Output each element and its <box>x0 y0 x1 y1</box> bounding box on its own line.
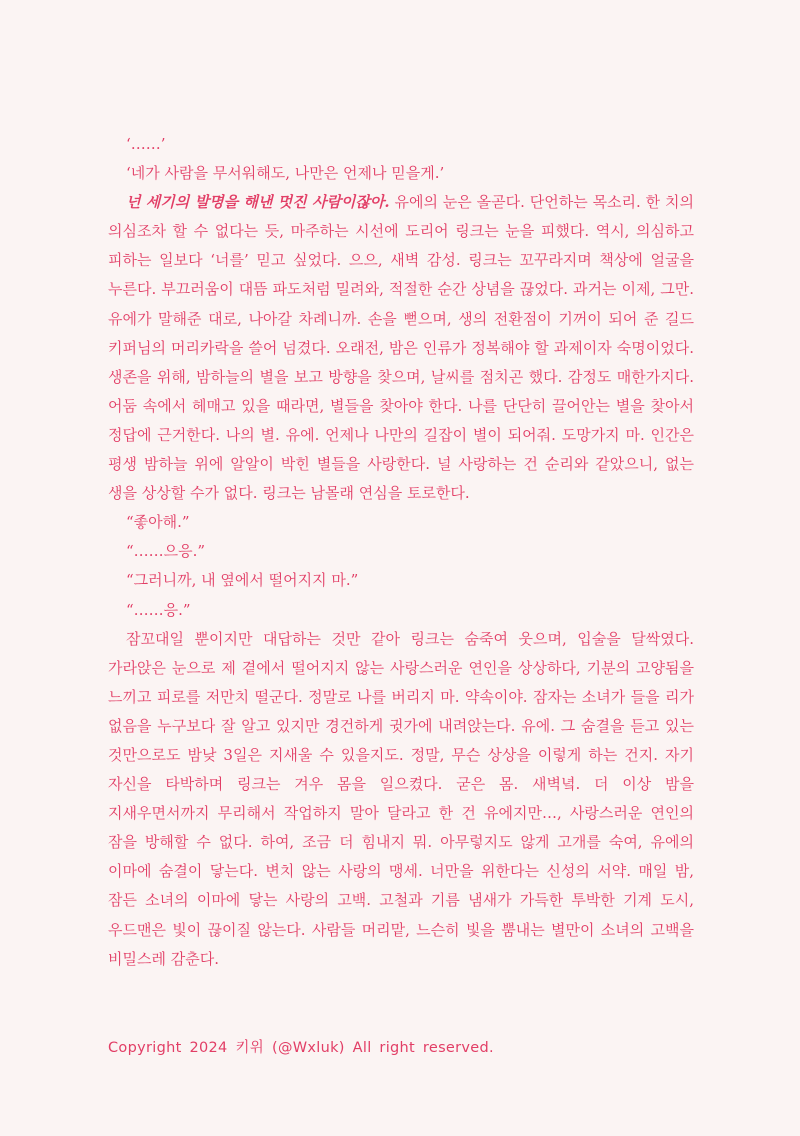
story-body <box>108 130 694 974</box>
paragraph-text: 유에의 눈은 올곧다. 단언하는 목소리. 한 치의 의심조차 할 수 없다는 듯, 마주하는 시선에 도리어 링크는 눈을 피했다. 역시, 의심하고 피하는 일보다 ‘너를’ 믿고 싶었다. 으으, 새벽 감성. 링크는 꼬꾸라지며 책상에 얼굴을 누른다. 부끄러움이 대뜸 파도처럼 밀려와, 적절한 순간 상념을 끊었다. 과거는 이제, 그만. 유에가 말해준 대로, 나아갈 차례니까. 손을 뻗으며, 생의 전환점이 기꺼이 되어 준 길드 키퍼님의 머리카락을 쓸어 넘겼다. 오래전, 밤은 인류가 정복해야 할 과제이자 숙명이었다. 생존을 위해, 밤하늘의 별을 보고 방향을 찾으며, 날씨를 점치곤 했다. 감정도 매한가지다. 어둠 속에서 헤매고 있을 때라면, 별들을 찾아야 한다. 나를 단단히 끌어안는 별을 찾아서 정답에 근거한다. 나의 별. 유에. 언제나 나만의 길잡이 별이 되어줘. 도망가지 마. 인간은 평생 밤하늘 위에 알알이 박힌 별들을 사랑한다. 널 사랑하는 건 순리와 같았으니, 없는 생을 상상할 수가 없다. 링크는 남몰래 연심을 토로한다. <box>108 193 694 503</box>
dialogue-line: ‘……’ <box>126 135 166 153</box>
paragraph <box>108 188 694 508</box>
dialogue-line: ‘네가 사람을 무서워해도, 나만은 언제나 믿을게.’ <box>126 164 445 183</box>
emphasized-quote: 넌 세기의 발명을 해낸 멋진 사람이잖아. <box>126 193 390 212</box>
dialogue-line: “좋아해.” <box>126 513 190 532</box>
dialogue-line: “그러니까, 내 옆에서 떨어지지 마.” <box>126 571 359 590</box>
dialogue-line: “……응.” <box>126 600 191 619</box>
paragraph: 잠꼬대일 뿐이지만 대답하는 것만 같아 링크는 숨죽여 웃으며, 입술을 달싹였다. 가라앉은 눈으로 제 곁에서 떨어지지 않는 사랑스러운 연인을 상상하다, 기분의 고양됨을 느끼고 피로를 저만치 떨군다. 정말로 나를 버리지 마. 약속이야. 잠자는 소녀가 들을 리가 없음을 누구보다 잘 알고 있지만 경건하게 귓가에 내려앉는다. 유에. 그 숨결을 듣고 있는 것만으로도 밤낮 3일은 지새울 수 있을지도. 정말, 무슨 상상을 이렇게 하는 건지. 자기 자신을 타박하며 링크는 겨우 몸을 일으켰다. 굳은 몸. 새벽녘. 더 이상 밤을 지새우면서까지 무리해서 작업하지 말아 달라고 한 건 유에지만…, 사랑스러운 연인의 잠을 방해할 수 없다. 하여, 조금 더 힘내지 뭐. 아무렇지도 않게 고개를 숙여, 유에의 이마에 숨결이 닿는다. 변치 않는 사랑의 맹세. 너만을 위한다는 신성의 서약. 매일 밤, 잠든 소녀의 이마에 닿는 사랑의 고백. 고철과 기름 냄새가 가득한 투박한 기계 도시, 우드맨은 빛이 끊이질 않는다. 사람들 머리맡, 느슨히 빛을 뿜내는 별만이 소녀의 고백을 비밀스레 감춘다. <box>108 629 694 968</box>
copyright-notice: Copyright 2024 키위 (@Wxluk) All right reserved. <box>108 1040 494 1056</box>
dialogue-line: “……으응.” <box>126 542 206 561</box>
